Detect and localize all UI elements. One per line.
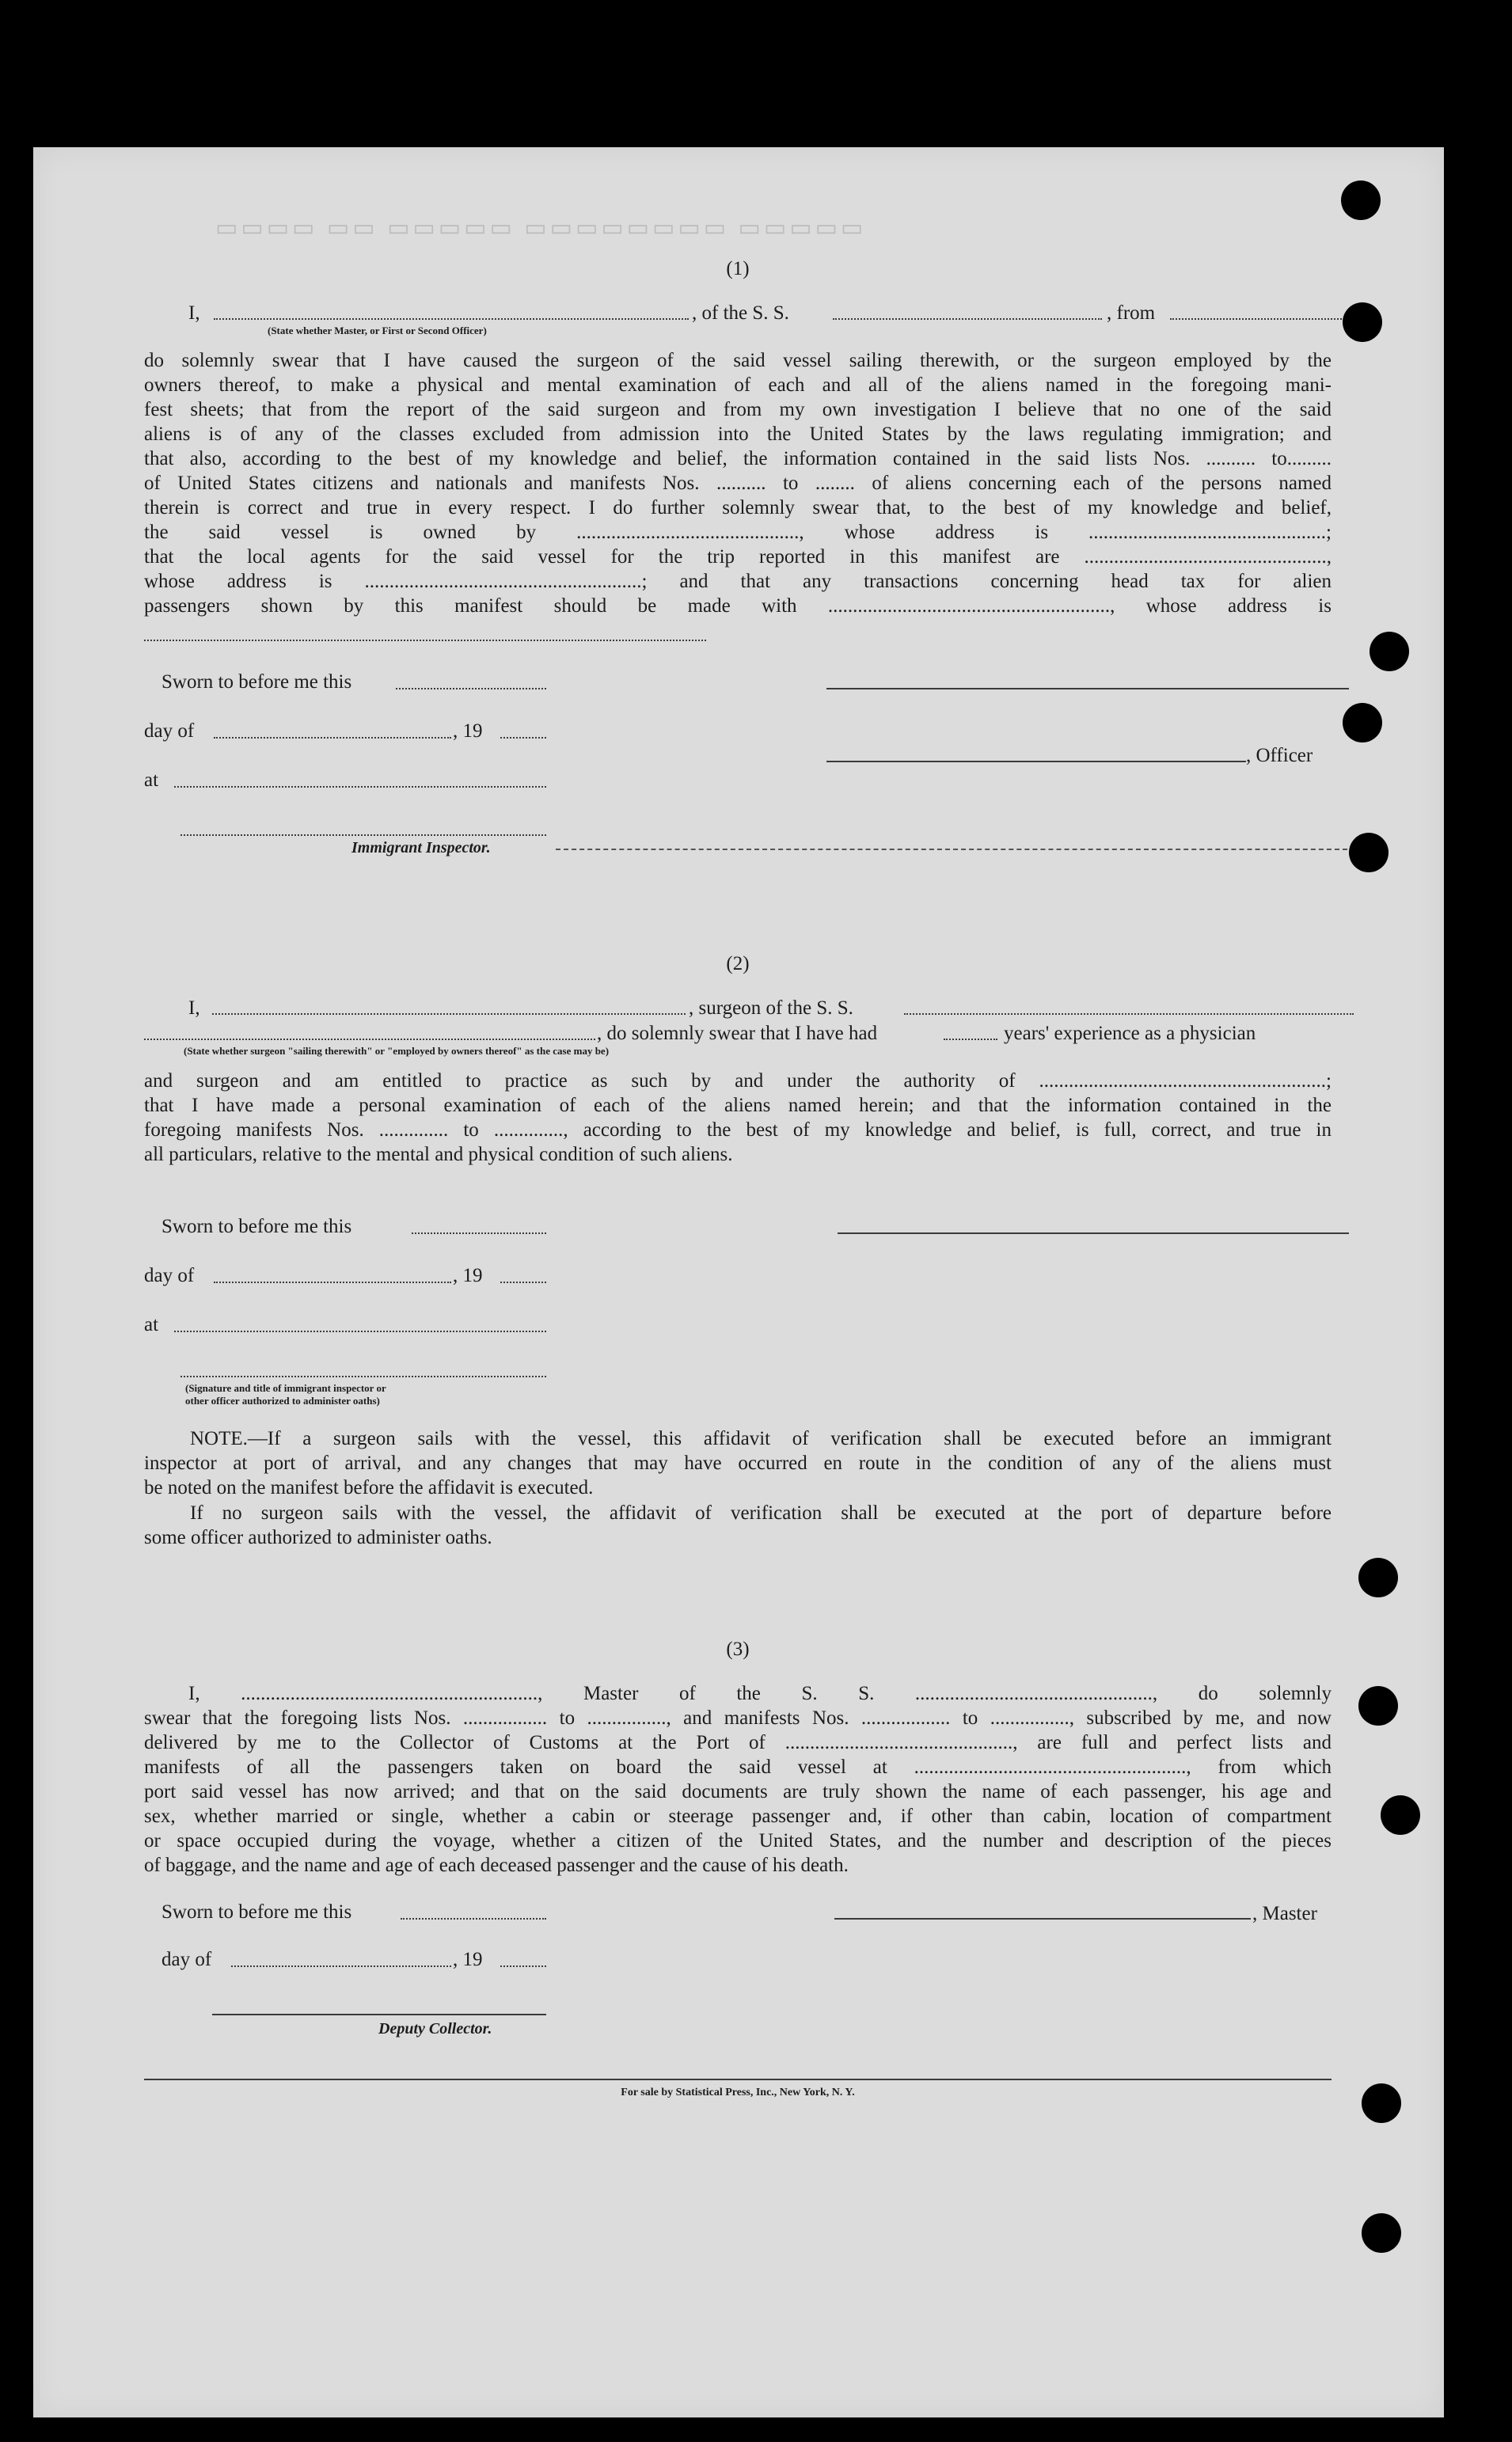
section3-line: sex, whether married or single, whether a cabin or steerage passenger and, if other than cabin, location of compartment	[144, 1806, 1332, 1827]
section1-line: fest sheets; that from the report of the said surgeon and from my own investigation I believe that no one of the said	[144, 399, 1332, 420]
collector-signature-line[interactable]	[212, 2014, 546, 2015]
section2-heading: (2)	[726, 953, 750, 974]
section1-signature-line-1[interactable]	[826, 688, 1349, 689]
binder-hole	[1341, 180, 1381, 220]
officer-caption: (State whether Master, or First or Second Officer)	[268, 325, 487, 336]
section2-line: foregoing manifests Nos. .............. to .............., according to the best of my knowledge and belief, is full, correct, and true in	[144, 1119, 1332, 1141]
surgeon-status-field[interactable]	[144, 1039, 595, 1040]
section2-line: all particulars, relative to the mental and physical condition of such aliens.	[144, 1144, 733, 1165]
section2-year: , 19	[453, 1265, 483, 1286]
section2-sig-caption-1: (Signature and title of immigrant inspector or	[185, 1382, 386, 1394]
section2-sworn: Sworn to before me this	[161, 1216, 352, 1237]
section3-line: swear that the foregoing lists Nos. ................. to ................, and manifests Nos. .................. to ................, subscribed by me, and now	[144, 1707, 1332, 1729]
note2-line: If no surgeon sails with the vessel, the affidavit of verification shall be executed at the port of departure before	[190, 1502, 1332, 1524]
section1-line: the said vessel is owned by ............................................., whose address is ................................................;	[144, 522, 1332, 543]
binder-hole	[1343, 302, 1382, 342]
section1-year: , 19	[453, 720, 483, 742]
section2-line2-end: years' experience as a physician	[1004, 1023, 1256, 1044]
master-signature-line[interactable]	[834, 1918, 1251, 1920]
section1-at-field[interactable]	[174, 786, 546, 788]
section1-line1-start: I,	[188, 302, 200, 324]
section1-day-of: day of	[144, 720, 195, 742]
section2-body	[144, 1069, 1332, 1167]
section2-line: and surgeon and am entitled to practice as such by and under the authority of ..........................................................;	[144, 1070, 1332, 1092]
manifest-page	[33, 147, 1444, 2417]
note2-line: some officer authorized to administer oaths.	[144, 1527, 492, 1548]
section3-sworn-field[interactable]	[401, 1918, 546, 1920]
section3-sworn: Sworn to before me this	[161, 1901, 352, 1923]
binder-hole	[1343, 703, 1382, 742]
section1-line: that also, according to the best of my knowledge and belief, the information contained in the said lists Nos. .......... to.........	[144, 448, 1332, 469]
section2-signature-line[interactable]	[838, 1232, 1349, 1234]
section1-line: therein is correct and true in every respect. I do further solemnly swear that, to the best of my knowledge and belief,	[144, 497, 1332, 518]
section2-line1-mid: , surgeon of the S. S.	[689, 997, 853, 1019]
section2-line: that I have made a personal examination of each of the aliens named herein; and that the information contained in the	[144, 1095, 1332, 1116]
section1-day-field[interactable]	[214, 737, 451, 739]
section2-vessel-field[interactable]	[904, 1013, 1354, 1015]
binder-hole	[1370, 632, 1409, 671]
section2-sworn-field[interactable]	[412, 1232, 546, 1234]
section1-line: aliens is of any of the classes excluded from admission into the United States by the laws regulating immigration; and	[144, 423, 1332, 445]
binder-hole	[1349, 833, 1389, 872]
binder-hole	[1358, 1558, 1398, 1597]
section1-line: whose address is ........................................................; and that any transactions concerning head tax for alien	[144, 571, 1332, 592]
from-port-field[interactable]	[1170, 318, 1354, 320]
section1-year-field[interactable]	[500, 737, 546, 739]
bleed-through-mark: ▭▭▭▭ ▭▭ ▭▭▭▭▭ ▭▭▭▭▭▭▭▭ ▭▭▭▭▭	[215, 218, 867, 244]
binder-hole	[1362, 2083, 1401, 2123]
section3-line: or space occupied during the voyage, whether a citizen of the United States, and the number and description of the pieces	[144, 1830, 1332, 1851]
section1-line: owners thereof, to make a physical and mental examination of each and all of the aliens named in the foregoing mani-	[144, 374, 1332, 396]
section3-line: manifests of all the passengers taken on board the said vessel at ......................................................., from which	[144, 1756, 1332, 1778]
section1-sworn-field[interactable]	[396, 688, 546, 689]
section2-sig-caption-2: other officer authorized to administer oaths)	[185, 1395, 380, 1407]
section3-year-field[interactable]	[500, 1965, 546, 1967]
section2-year-field[interactable]	[500, 1282, 546, 1283]
note2-paragraph	[144, 1501, 1332, 1550]
footer-rule	[144, 2079, 1332, 2080]
section2-line2-mid: , do solemnly swear that I have had	[597, 1023, 878, 1044]
section3-body	[144, 1681, 1332, 1878]
officer-title-field[interactable]	[214, 318, 689, 320]
section3-day-field[interactable]	[231, 1965, 451, 1967]
head-tax-address-field[interactable]	[144, 640, 706, 641]
section1-divider	[556, 849, 1347, 850]
section3-line: delivered by me to the Collector of Customs at the Port of .............................................., are full and perfect lists and	[144, 1732, 1332, 1753]
section3-line: port said vessel has now arrived; and that on the said documents are truly shown the name of each passenger, his age and	[144, 1781, 1332, 1802]
section1-inspector-label: Immigrant Inspector.	[351, 839, 491, 856]
section1-body	[144, 348, 1332, 618]
section3-master-label: , Master	[1252, 1903, 1317, 1924]
section2-day-field[interactable]	[214, 1282, 451, 1283]
section1-inspector-line[interactable]	[180, 834, 546, 836]
section1-line: that the local agents for the said vessel for the trip reported in this manifest are .................................................,	[144, 546, 1332, 568]
section2-signature-field[interactable]	[180, 1376, 546, 1377]
section2-line1-start: I,	[188, 997, 200, 1019]
section1-heading: (1)	[726, 258, 750, 279]
vessel-name-field[interactable]	[833, 318, 1102, 320]
section1-line1-mid: , of the S. S.	[692, 302, 789, 324]
section3-heading: (3)	[726, 1639, 750, 1660]
section3-day-of: day of	[161, 1949, 212, 1970]
note-line: be noted on the manifest before the affidavit is executed.	[144, 1477, 594, 1498]
section2-at: at	[144, 1314, 159, 1335]
note-line: NOTE.—If a surgeon sails with the vessel, this affidavit of verification shall be executed before an immigrant	[190, 1428, 1332, 1449]
section3-line: of baggage, and the name and age of each deceased passenger and the cause of his death.	[144, 1855, 849, 1876]
section1-line1-end: , from	[1107, 302, 1156, 324]
section2-at-field[interactable]	[174, 1331, 546, 1332]
section1-signature-line-2[interactable]	[826, 761, 1246, 762]
surgeon-caption: (State whether surgeon "sailing therewith" or "employed by owners thereof" as the case may be)	[184, 1045, 610, 1057]
section1-sworn: Sworn to before me this	[161, 671, 352, 693]
section3-year: , 19	[453, 1949, 483, 1970]
section1-line: of United States citizens and nationals and manifests Nos. .......... to ........ of aliens concerning each of the persons named	[144, 473, 1332, 494]
section1-line: passengers shown by this manifest should be made with ........................................................., whose address is	[144, 595, 1332, 617]
binder-hole	[1358, 1686, 1398, 1726]
binder-hole	[1362, 2213, 1401, 2253]
section3-line: I, ............................................................, Master of the S. S. ................................................, do solemnly	[188, 1683, 1332, 1704]
section2-day-of: day of	[144, 1265, 195, 1286]
note-paragraph	[144, 1426, 1332, 1500]
note-line: inspector at port of arrival, and any changes that may have occurred en route in the condition of any of the aliens must	[144, 1453, 1332, 1474]
section3-collector-label: Deputy Collector.	[378, 2020, 492, 2038]
section1-at: at	[144, 769, 159, 791]
section1-line: do solemnly swear that I have caused the surgeon of the said vessel sailing therewith, or the surgeon employed by the	[144, 350, 1332, 371]
years-experience-field[interactable]	[944, 1039, 997, 1040]
binder-hole	[1381, 1795, 1420, 1835]
printer-footer: For sale by Statistical Press, Inc., New York, N. Y.	[621, 2087, 855, 2098]
surgeon-name-field[interactable]	[212, 1013, 686, 1015]
section1-officer-label: , Officer	[1246, 745, 1313, 766]
